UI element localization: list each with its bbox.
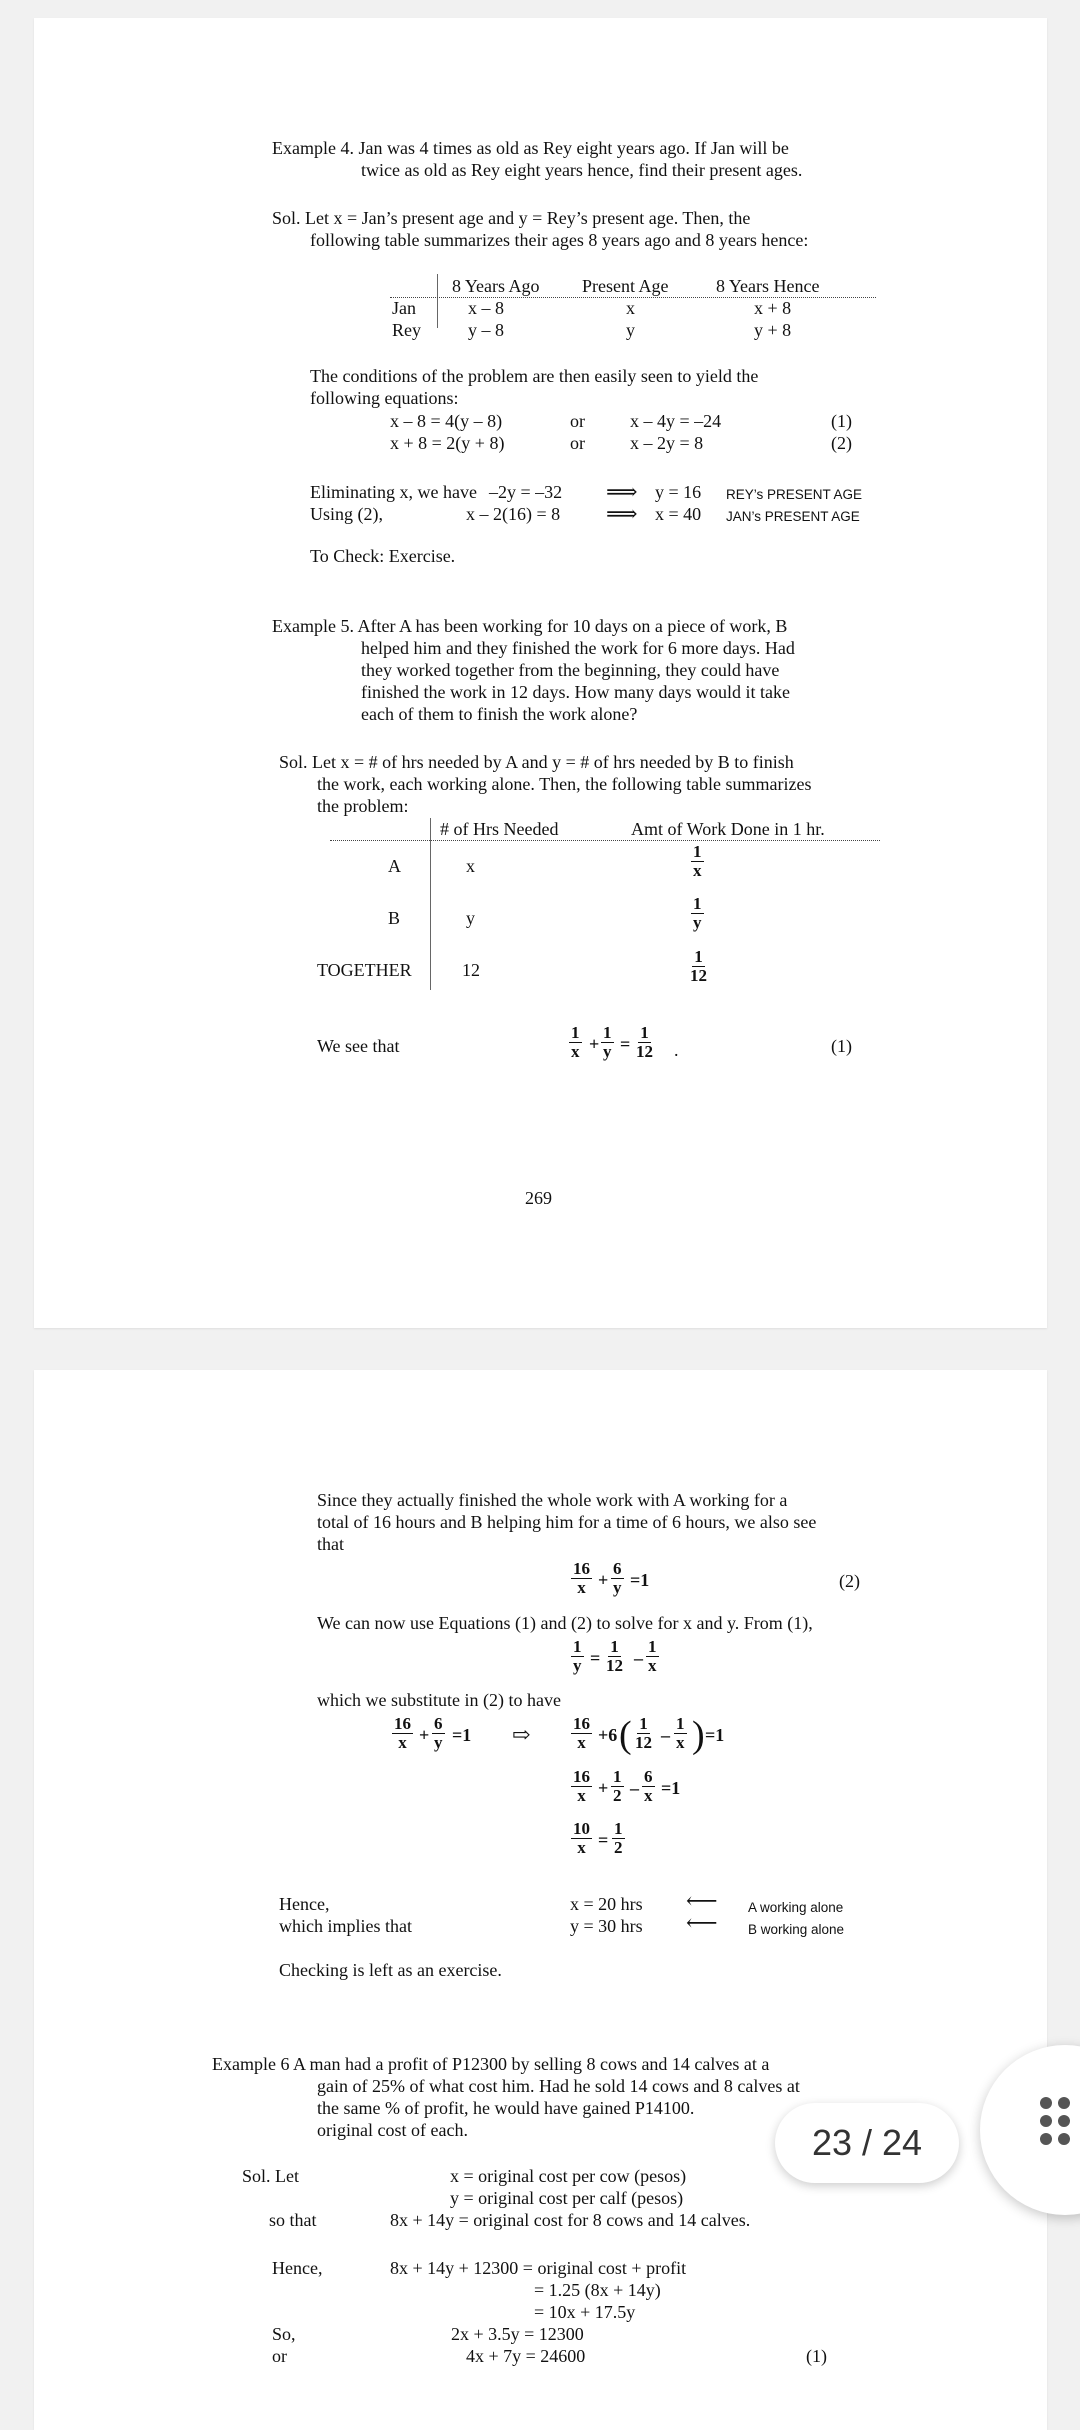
fraction <box>571 1560 592 1597</box>
define-x: x = original cost per cow (pesos) <box>450 2166 687 2186</box>
denominator: 12 <box>636 1042 653 1061</box>
ex6-title-cont: original cost of each. <box>317 2120 468 2140</box>
numerator: 6 <box>644 1767 653 1786</box>
equation-left: x + 8 = 2(y + 8) <box>390 433 505 453</box>
numerator: 1 <box>573 1637 582 1656</box>
fraction <box>642 1768 655 1805</box>
denominator: x <box>693 861 702 880</box>
ex5-solution-cont: the work, each working alone. Then, the following table summarizes <box>317 774 812 794</box>
ex5-title-cont: they worked together from the beginning, they could have <box>361 660 780 680</box>
ex5-solution: Sol. Let x = # of hrs needed by A and y = # of hrs needed by B to finish <box>279 752 794 772</box>
since-text: Since they actually finished the whole work with A working for a <box>317 1490 788 1510</box>
numerator: 1 <box>613 1767 622 1786</box>
document-page-269 <box>34 18 1047 1328</box>
numerator: 1 <box>676 1714 685 1733</box>
plus-sign: + <box>589 1034 600 1054</box>
fraction <box>611 1560 624 1597</box>
equation-number: (2) <box>831 433 852 453</box>
fraction <box>569 1024 582 1061</box>
since-text-cont: total of 16 hours and B helping him for a time of 6 hours, we also see <box>317 1512 817 1532</box>
x-result: x = 40 <box>655 504 702 524</box>
implies-arrow-icon: ⇨ <box>512 1722 531 1747</box>
numerator: 1 <box>693 894 702 913</box>
denominator: 2 <box>614 1838 623 1857</box>
ex6-title-cont: the same % of profit, he would have gained P14100. <box>317 2098 695 2118</box>
now-use-text: We can now use Equations (1) and (2) to solve for x and y. From (1), <box>317 1613 813 1633</box>
fraction <box>674 1715 687 1752</box>
plus-sign: + <box>419 1725 430 1745</box>
row-name-b: B <box>388 908 401 928</box>
denominator: 12 <box>635 1733 652 1752</box>
table-rule <box>330 840 880 841</box>
fraction <box>392 1715 413 1752</box>
denominator: x <box>571 1042 580 1061</box>
numerator: 1 <box>640 1023 649 1042</box>
profit-equation-step: = 1.25 (8x + 14y) <box>534 2280 661 2300</box>
table-cell: y + 8 <box>754 320 792 340</box>
denominator: y <box>613 1578 622 1597</box>
fraction <box>571 1715 592 1752</box>
fraction <box>612 1820 625 1857</box>
numerator: 1 <box>694 947 703 966</box>
left-arrow-icon: ⟵ <box>686 1910 718 1935</box>
table-cell: x <box>466 856 475 876</box>
eliminating-label: Eliminating x, we have <box>310 482 477 502</box>
table-divider <box>430 818 431 990</box>
ex6-title-cont: gain of 25% of what cost him. Had he sold 14 cows and 8 calves at <box>317 2076 800 2096</box>
row-name-jan: Jan <box>392 298 416 318</box>
equation-right: x – 4y = –24 <box>630 411 722 431</box>
denominator: 12 <box>690 966 707 985</box>
page-number: 269 <box>525 1188 552 1208</box>
numerator: 1 <box>648 1637 657 1656</box>
numerator: 6 <box>613 1559 622 1578</box>
menu-dot <box>1040 2133 1052 2145</box>
rey-age-note: REY’s PRESENT AGE <box>726 487 863 502</box>
equals-one: =1 <box>630 1570 650 1590</box>
equation-number: (1) <box>806 2346 827 2366</box>
profit-equation: 8x + 14y + 12300 = original cost + profit <box>390 2258 687 2278</box>
numerator: 1 <box>693 842 702 861</box>
ex5-title-cont: each of them to finish the work alone? <box>361 704 638 724</box>
table-cell: 12 <box>462 960 480 980</box>
right-paren: ) <box>692 1714 705 1756</box>
left-paren: ( <box>619 1714 632 1756</box>
numerator: 16 <box>573 1714 590 1733</box>
minus-sign: – <box>630 1778 639 1798</box>
denominator: x <box>577 1838 586 1857</box>
x-result: x = 20 hrs <box>570 1894 643 1914</box>
so-that-label: so that <box>269 2210 317 2230</box>
table-cell: x – 8 <box>468 298 504 318</box>
row-name-a: A <box>388 856 401 876</box>
numerator: 6 <box>434 1714 443 1733</box>
denominator: y <box>573 1656 582 1675</box>
left-arrow-icon: ⟵ <box>686 1888 718 1913</box>
since-text-cont: that <box>317 1534 344 1554</box>
numerator: 1 <box>614 1819 623 1838</box>
equals-sign: = <box>590 1648 601 1668</box>
fraction <box>604 1638 625 1675</box>
denominator: y <box>434 1733 443 1752</box>
ex4-solution-cont: following table summarizes their ages 8 years ago and 8 years hence: <box>310 230 809 250</box>
hence-label: Hence, <box>279 1894 330 1914</box>
sol-let-label: Sol. Let <box>242 2166 299 2186</box>
so-that-equation: 8x + 14y = original cost for 8 cows and 14 calves. <box>390 2210 751 2230</box>
ex4-title: Example 4. Jan was 4 times as old as Rey eight years ago. If Jan will be <box>272 138 789 158</box>
denominator: x <box>398 1733 407 1752</box>
menu-dot <box>1040 2097 1052 2109</box>
minus-sign: – <box>634 1648 643 1668</box>
equation-right: x – 2y = 8 <box>630 433 704 453</box>
fraction <box>571 1638 584 1675</box>
denominator: x <box>577 1578 586 1597</box>
implies-arrow-icon: ⟹ <box>606 479 638 504</box>
work-fraction <box>691 895 704 932</box>
y-result: y = 16 <box>655 482 702 502</box>
numerator: 16 <box>573 1559 590 1578</box>
numerator: 1 <box>571 1023 580 1042</box>
equation-left: x – 8 = 4(y – 8) <box>390 411 503 431</box>
col-header-work: Amt of Work Done in 1 hr. <box>631 819 825 839</box>
col-header-ago: 8 Years Ago <box>452 276 540 296</box>
col-header-hrs: # of Hrs Needed <box>440 819 559 839</box>
denominator: 12 <box>606 1656 623 1675</box>
using-equation: x – 2(16) = 8 <box>466 504 561 524</box>
y-result: y = 30 hrs <box>570 1916 643 1936</box>
using-label: Using (2), <box>310 504 383 524</box>
denominator: x <box>676 1733 685 1752</box>
fraction <box>601 1024 614 1061</box>
ex5-title-cont: finished the work in 12 days. How many days would it take <box>361 682 790 702</box>
menu-dot <box>1040 2115 1052 2127</box>
denominator: x <box>648 1656 657 1675</box>
jan-age-note: JAN’s PRESENT AGE <box>726 509 860 524</box>
equation-or: or <box>570 411 585 431</box>
table-cell: x + 8 <box>754 298 792 318</box>
menu-dot <box>1058 2115 1070 2127</box>
conditions-text: The conditions of the problem are then easily seen to yield the <box>310 366 759 386</box>
numerator: 1 <box>603 1023 612 1042</box>
implies-arrow-icon: ⟹ <box>606 501 638 526</box>
equation-number: (2) <box>839 1571 860 1591</box>
so-label: So, <box>272 2324 296 2344</box>
profit-equation-step: = 10x + 17.5y <box>534 2302 636 2322</box>
fraction <box>634 1024 655 1061</box>
ex5-title-cont: helped him and they finished the work for 6 more days. Had <box>361 638 795 658</box>
col-header-hence: 8 Years Hence <box>716 276 820 296</box>
fraction <box>571 1768 592 1805</box>
b-alone-note: B working alone <box>748 1922 845 1937</box>
menu-dot <box>1058 2133 1070 2145</box>
ex5-title: Example 5. After A has been working for 10 days on a piece of work, B <box>272 616 788 636</box>
implies-that-label: which implies that <box>279 1916 412 1936</box>
fraction <box>646 1638 659 1675</box>
fraction <box>432 1715 445 1752</box>
equals-one: =1 <box>452 1725 472 1745</box>
ex5-solution-cont: the problem: <box>317 796 409 816</box>
table-cell: y <box>466 908 475 928</box>
plus-six: +6 <box>598 1725 618 1745</box>
work-fraction <box>688 948 709 985</box>
menu-dot <box>1058 2097 1070 2109</box>
denominator: x <box>644 1786 653 1805</box>
equals-one: =1 <box>661 1778 681 1798</box>
page-indicator[interactable]: 23 / 24 <box>775 2103 959 2183</box>
substitute-text: which we substitute in (2) to have <box>317 1690 561 1710</box>
equation-or: or <box>570 433 585 453</box>
ex4-solution: Sol. Let x = Jan’s present age and y = Rey’s present age. Then, the <box>272 208 751 228</box>
period: . <box>674 1040 679 1060</box>
equals-one: =1 <box>705 1725 725 1745</box>
numerator: 1 <box>639 1714 648 1733</box>
plus-sign: + <box>598 1778 609 1798</box>
denominator: x <box>577 1733 586 1752</box>
table-cell: x <box>626 298 635 318</box>
denominator: y <box>603 1042 612 1061</box>
hence-label-2: Hence, <box>272 2258 323 2278</box>
equation-number: (1) <box>831 411 852 431</box>
so-equation: 2x + 3.5y = 12300 <box>451 2324 584 2344</box>
row-name-together: TOGETHER <box>317 960 412 980</box>
or-equation: 4x + 7y = 24600 <box>466 2346 586 2366</box>
ex4-title-cont: twice as old as Rey eight years hence, find their present ages. <box>361 160 803 180</box>
fraction <box>611 1768 624 1805</box>
row-name-rey: Rey <box>392 320 421 340</box>
equals-sign: = <box>620 1034 631 1054</box>
work-fraction <box>691 843 704 880</box>
numerator: 10 <box>573 1819 590 1838</box>
plus-sign: + <box>598 1570 609 1590</box>
col-header-present: Present Age <box>582 276 669 296</box>
or-label: or <box>272 2346 287 2366</box>
fraction <box>571 1820 592 1857</box>
define-y: y = original cost per calf (pesos) <box>450 2188 684 2208</box>
document-page-270 <box>34 1370 1047 2430</box>
equals-sign: = <box>598 1830 609 1850</box>
a-alone-note: A working alone <box>748 1900 844 1915</box>
eliminating-equation: –2y = –32 <box>489 482 563 502</box>
numerator: 1 <box>610 1637 619 1656</box>
table-cell: y <box>626 320 635 340</box>
denominator: x <box>577 1786 586 1805</box>
table-cell: y – 8 <box>468 320 504 340</box>
ex6-title: Example 6 A man had a profit of P12300 by selling 8 cows and 14 calves at a <box>212 2054 770 2074</box>
numerator: 16 <box>573 1767 590 1786</box>
table-divider <box>437 274 438 328</box>
see-that-label: We see that <box>317 1036 400 1056</box>
conditions-text-cont: following equations: <box>310 388 459 408</box>
minus-sign: – <box>661 1725 670 1745</box>
equation-number: (1) <box>831 1036 852 1056</box>
numerator: 16 <box>394 1714 411 1733</box>
fraction <box>633 1715 654 1752</box>
denominator: 2 <box>613 1786 622 1805</box>
checking-text: Checking is left as an exercise. <box>279 1960 502 1980</box>
check-text: To Check: Exercise. <box>310 546 456 566</box>
denominator: y <box>693 913 702 932</box>
